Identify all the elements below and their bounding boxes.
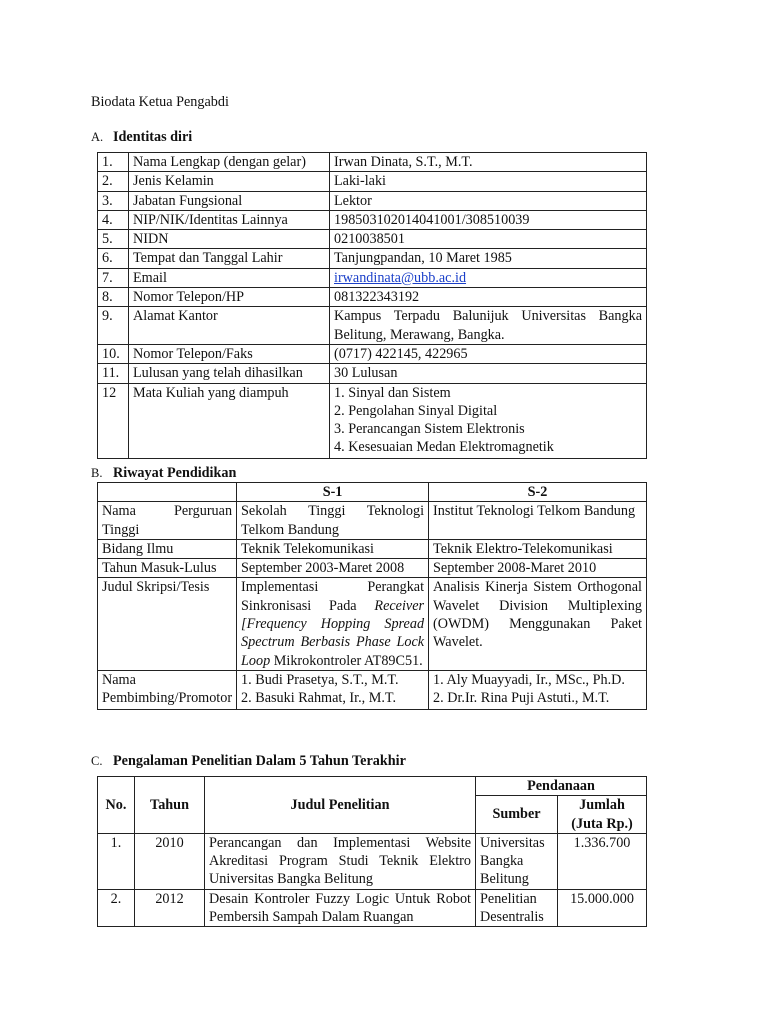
document-title: Biodata Ketua Pengabdi xyxy=(91,94,229,110)
s2-supervisor-cell xyxy=(429,670,647,709)
s2-cell: September 2008-Maret 2010 xyxy=(429,559,647,578)
row-label: Mata Kuliah yang diampuh xyxy=(129,383,330,458)
table-row xyxy=(98,249,647,268)
row-number: 2. xyxy=(98,172,129,191)
header-no: No. xyxy=(98,777,135,834)
year-cell: 2010 xyxy=(135,833,205,889)
table-row xyxy=(98,539,647,558)
row-value: Laki-laki xyxy=(330,172,647,191)
s1-cell: September 2003-Maret 2008 xyxy=(237,559,429,578)
funding-source-cell: Universitas Bangka Belitung xyxy=(476,833,558,889)
row-number: 7. xyxy=(98,268,129,287)
table-row xyxy=(98,578,647,670)
s1-thesis-cell xyxy=(237,578,429,670)
row-label: Tempat dan Tanggal Lahir xyxy=(129,249,330,268)
row-number: 10. xyxy=(98,344,129,363)
row-number: 1. xyxy=(98,833,135,889)
row-value: 30 Lulusan xyxy=(330,364,647,383)
s2-cell: Teknik Elektro-Telekomunikasi xyxy=(429,539,647,558)
section-a-heading xyxy=(91,128,192,146)
table-row xyxy=(98,383,647,458)
thesis-text-italic: Receiver [Frequency Hopping Spread Spectrum Berbasis Phase Lock Loop xyxy=(241,597,425,669)
row-number: 5. xyxy=(98,230,129,249)
section-b-heading xyxy=(91,464,236,482)
table-row xyxy=(98,833,647,889)
course-item: 3. Perancangan Sistem Elektronis xyxy=(334,421,525,438)
table-header-row xyxy=(98,483,647,502)
thesis-text: Implementasi Perangkat Sinkronisasi Pada xyxy=(241,579,425,614)
row-value: Lektor xyxy=(330,191,647,210)
education-table xyxy=(97,482,647,710)
row-label: Lulusan yang telah dihasilkan xyxy=(129,364,330,383)
header-s2: S-2 xyxy=(429,483,647,502)
identity-table-body xyxy=(98,153,647,459)
row-value: (0717) 422145, 422965 xyxy=(330,344,647,363)
table-row xyxy=(98,288,647,307)
header-tahun: Tahun xyxy=(135,777,205,834)
row-value: Kampus Terpadu Balunijuk Universitas Bangka Belitung, Merawang, Bangka. xyxy=(330,307,647,345)
header-sumber: Sumber xyxy=(476,796,558,834)
section-title: Pengalaman Penelitian Dalam 5 Tahun Terakhir xyxy=(113,753,406,769)
header-jumlah: Jumlah (Juta Rp.) xyxy=(558,796,647,834)
supervisor-line: 2. Dr.Ir. Rina Puji Astuti., M.T. xyxy=(433,690,610,707)
s2-cell: Institut Teknologi Telkom Bandung xyxy=(429,502,647,540)
research-table-body xyxy=(98,833,647,926)
row-label: Nama Lengkap (dengan gelar) xyxy=(129,153,330,172)
row-label: Nama Perguruan Tinggi xyxy=(98,502,237,540)
row-label: Nama Pembimbing/Promotor xyxy=(98,670,237,709)
row-label: NIDN xyxy=(129,230,330,249)
row-value: Tanjungpandan, 10 Maret 1985 xyxy=(330,249,647,268)
table-row xyxy=(98,210,647,229)
course-item: 1. Sinyal dan Sistem xyxy=(334,384,451,401)
title-cell: Perancangan dan Implementasi Website Akreditasi Program Studi Teknik Elektro Universitas Bangka Belitung xyxy=(205,833,476,889)
row-value: 081322343192 xyxy=(330,288,647,307)
funding-source-cell: Penelitian Desentralis xyxy=(476,889,558,927)
row-number: 3. xyxy=(98,191,129,210)
section-letter: B. xyxy=(91,466,103,480)
header-s1: S-1 xyxy=(237,483,429,502)
row-number: 9. xyxy=(98,307,129,345)
title-cell: Desain Kontroler Fuzzy Logic Untuk Robot Pembersih Sampah Dalam Ruangan xyxy=(205,889,476,927)
section-title: Riwayat Pendidikan xyxy=(113,465,237,481)
row-value xyxy=(330,268,647,287)
email-link[interactable]: irwandinata@ubb.ac.id xyxy=(334,269,467,286)
section-letter: C. xyxy=(91,754,103,768)
table-row xyxy=(98,172,647,191)
table-row xyxy=(98,268,647,287)
table-row xyxy=(98,153,647,172)
amount-cell: 1.336.700 xyxy=(558,833,647,889)
s1-cell: Sekolah Tinggi Teknologi Telkom Bandung xyxy=(237,502,429,540)
row-label: Tahun Masuk-Lulus xyxy=(98,559,237,578)
s1-cell: Teknik Telekomunikasi xyxy=(237,539,429,558)
table-row xyxy=(98,502,647,540)
course-item: 4. Kesesuaian Medan Elektromagnetik xyxy=(334,439,554,456)
header-judul: Judul Penelitian xyxy=(205,777,476,834)
table-row xyxy=(98,364,647,383)
row-value: 0210038501 xyxy=(330,230,647,249)
row-label: Jenis Kelamin xyxy=(129,172,330,191)
row-value xyxy=(330,383,647,458)
s2-thesis-cell: Analisis Kinerja Sistem Orthogonal Wavelet Division Multiplexing (OWDM) Menggunakan Paket Wavelet. xyxy=(429,578,647,670)
row-number: 8. xyxy=(98,288,129,307)
row-number: 1. xyxy=(98,153,129,172)
supervisor-line: 1. Aly Muayyadi, Ir., MSc., Ph.D. xyxy=(433,671,625,688)
header-empty-cell xyxy=(98,483,237,502)
header-pendanaan: Pendanaan xyxy=(476,777,647,796)
amount-cell: 15.000.000 xyxy=(558,889,647,927)
supervisor-line: 2. Basuki Rahmat, Ir., M.T. xyxy=(241,690,397,707)
row-number: 12 xyxy=(98,383,129,458)
row-label: Nomor Telepon/HP xyxy=(129,288,330,307)
row-number: 11. xyxy=(98,364,129,383)
row-label: Alamat Kantor xyxy=(129,307,330,345)
table-row xyxy=(98,889,647,927)
row-label: Email xyxy=(129,268,330,287)
table-row xyxy=(98,559,647,578)
table-row xyxy=(98,230,647,249)
row-value: 198503102014041001/308510039 xyxy=(330,210,647,229)
course-item: 2. Pengolahan Sinyal Digital xyxy=(334,402,498,419)
row-label: Jabatan Fungsional xyxy=(129,191,330,210)
s1-supervisor-cell xyxy=(237,670,429,709)
section-c-heading xyxy=(91,752,406,770)
table-row xyxy=(98,670,647,709)
year-cell: 2012 xyxy=(135,889,205,927)
section-title: Identitas diri xyxy=(113,129,193,145)
thesis-text: Mikrokontroler AT89C51. xyxy=(270,652,423,669)
supervisor-line: 1. Budi Prasetya, S.T., M.T. xyxy=(241,671,399,688)
identity-table xyxy=(97,152,647,459)
row-number: 2. xyxy=(98,889,135,927)
table-row xyxy=(98,307,647,345)
row-value: Irwan Dinata, S.T., M.T. xyxy=(330,153,647,172)
row-label: NIP/NIK/Identitas Lainnya xyxy=(129,210,330,229)
row-number: 6. xyxy=(98,249,129,268)
row-label: Bidang Ilmu xyxy=(98,539,237,558)
row-label: Judul Skripsi/Tesis xyxy=(98,578,237,670)
section-letter: A. xyxy=(91,130,104,144)
table-row xyxy=(98,191,647,210)
row-label: Nomor Telepon/Faks xyxy=(129,344,330,363)
table-header-row xyxy=(98,777,647,796)
research-table xyxy=(97,776,647,927)
table-row xyxy=(98,344,647,363)
row-number: 4. xyxy=(98,210,129,229)
